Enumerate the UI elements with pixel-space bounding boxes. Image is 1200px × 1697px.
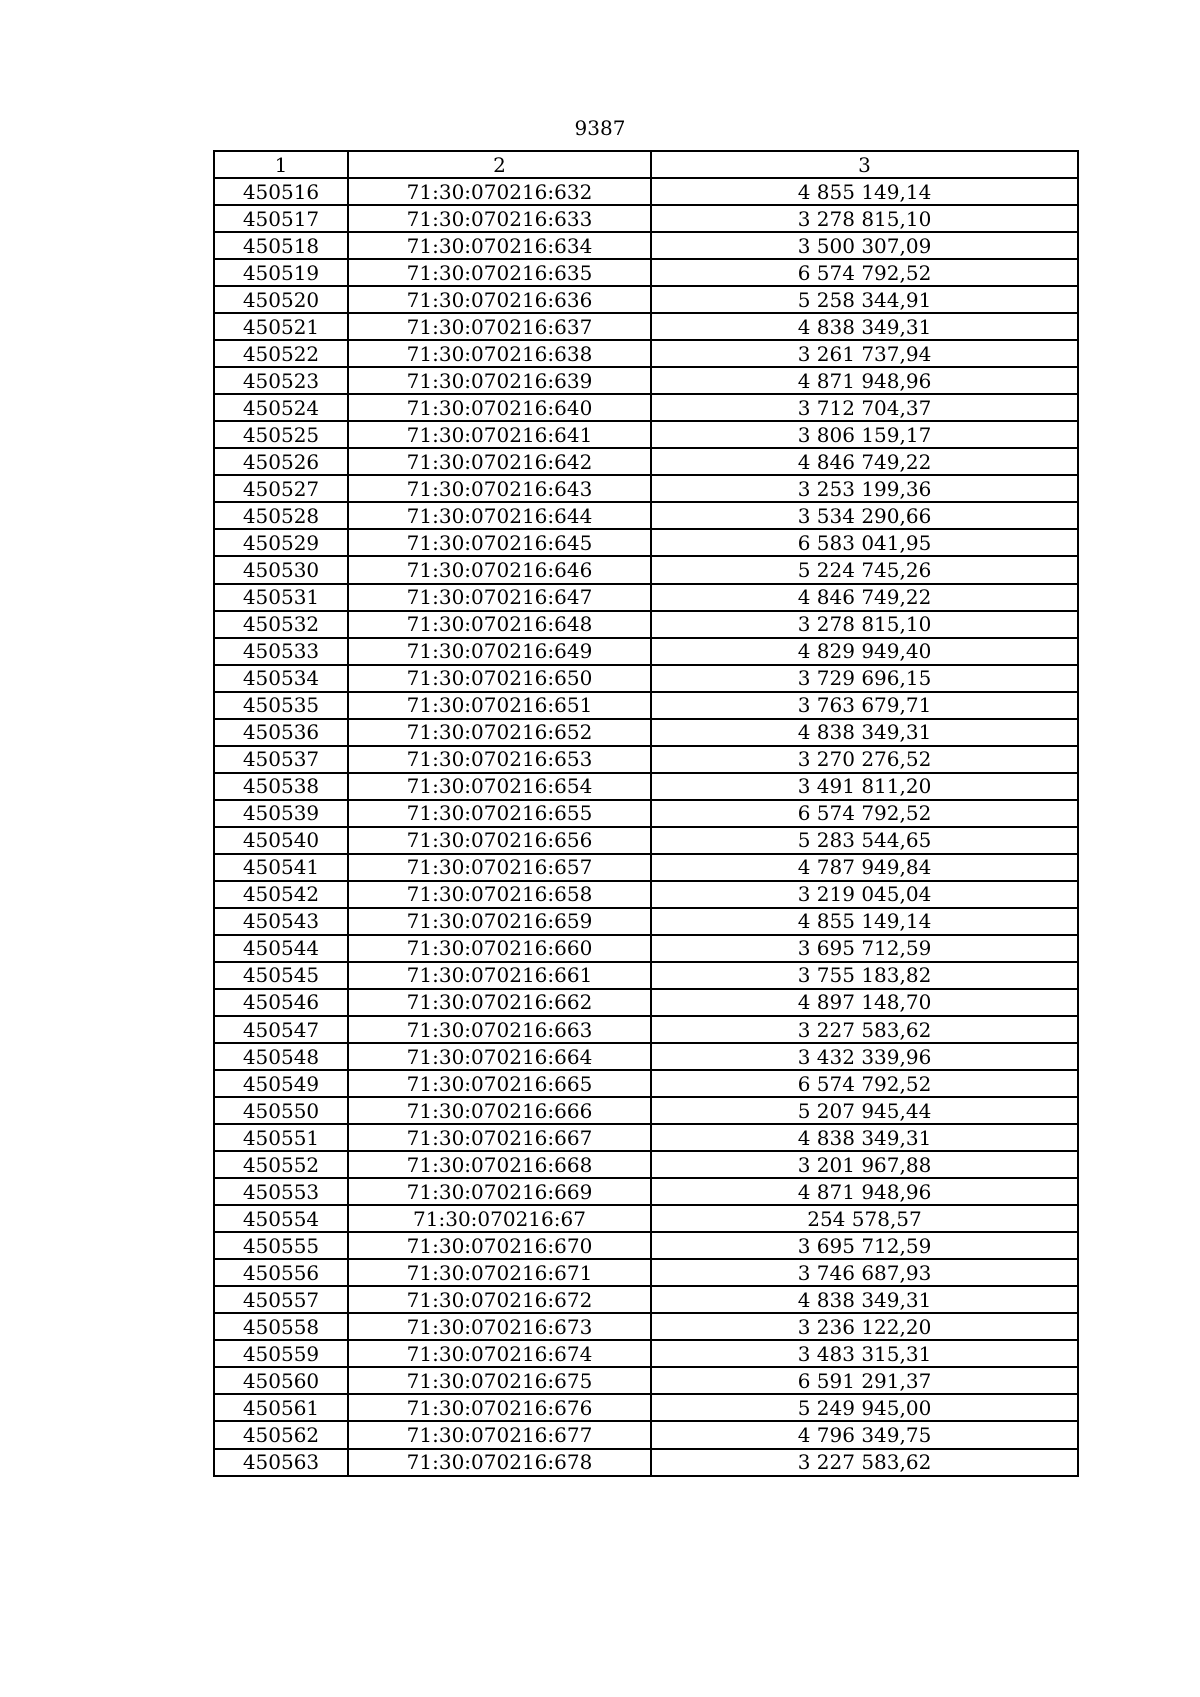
row-number-cell: 450535 <box>214 692 348 719</box>
row-number-cell: 450522 <box>214 340 348 367</box>
value-cell: 6 574 792,52 <box>651 259 1078 286</box>
table-row <box>214 1070 1078 1097</box>
row-number-cell: 450545 <box>214 962 348 989</box>
value-cell: 3 253 199,36 <box>651 475 1078 502</box>
value-cell: 3 432 339,96 <box>651 1043 1078 1070</box>
cadastral-number-cell: 71:30:070216:638 <box>348 340 651 367</box>
value-cell: 3 219 045,04 <box>651 881 1078 908</box>
row-number-cell: 450524 <box>214 394 348 421</box>
cadastral-number-cell: 71:30:070216:648 <box>348 611 651 638</box>
row-number-cell: 450540 <box>214 827 348 854</box>
page-number: 9387 <box>574 116 626 140</box>
table-row <box>214 746 1078 773</box>
row-number-cell: 450530 <box>214 556 348 583</box>
row-number-cell: 450526 <box>214 448 348 475</box>
value-cell: 6 574 792,52 <box>651 800 1078 827</box>
row-number-cell: 450558 <box>214 1313 348 1340</box>
table-row <box>214 394 1078 421</box>
table-row <box>214 719 1078 746</box>
value-cell: 6 574 792,52 <box>651 1070 1078 1097</box>
row-number-cell: 450537 <box>214 746 348 773</box>
row-number-cell: 450536 <box>214 719 348 746</box>
cadastral-number-cell: 71:30:070216:672 <box>348 1286 651 1313</box>
value-cell: 5 249 945,00 <box>651 1394 1078 1421</box>
table-row <box>214 1449 1078 1476</box>
table-row <box>214 611 1078 638</box>
cadastral-number-cell: 71:30:070216:649 <box>348 638 651 665</box>
row-number-cell: 450533 <box>214 638 348 665</box>
cadastral-number-cell: 71:30:070216:654 <box>348 773 651 800</box>
row-number-cell: 450543 <box>214 908 348 935</box>
row-number-cell: 450517 <box>214 205 348 232</box>
table-row <box>214 1367 1078 1394</box>
cadastral-number-cell: 71:30:070216:642 <box>348 448 651 475</box>
table-row <box>214 1340 1078 1367</box>
cadastral-number-cell: 71:30:070216:647 <box>348 584 651 611</box>
cadastral-number-cell: 71:30:070216:645 <box>348 529 651 556</box>
table-row <box>214 313 1078 340</box>
table-row <box>214 1421 1078 1448</box>
table-row <box>214 421 1078 448</box>
row-number-cell: 450561 <box>214 1394 348 1421</box>
cadastral-number-cell: 71:30:070216:653 <box>348 746 651 773</box>
cadastral-number-cell: 71:30:070216:632 <box>348 178 651 205</box>
table-body <box>214 178 1078 1476</box>
value-cell: 3 534 290,66 <box>651 502 1078 529</box>
table-row <box>214 773 1078 800</box>
value-cell: 3 712 704,37 <box>651 394 1078 421</box>
value-cell: 3 201 967,88 <box>651 1151 1078 1178</box>
table-row <box>214 1151 1078 1178</box>
cadastral-number-cell: 71:30:070216:676 <box>348 1394 651 1421</box>
value-cell: 3 695 712,59 <box>651 935 1078 962</box>
value-cell: 3 227 583,62 <box>651 1016 1078 1043</box>
table-row <box>214 962 1078 989</box>
cadastral-number-cell: 71:30:070216:670 <box>348 1232 651 1259</box>
table-row <box>214 475 1078 502</box>
table-row <box>214 232 1078 259</box>
cadastral-number-cell: 71:30:070216:671 <box>348 1259 651 1286</box>
cadastral-number-cell: 71:30:070216:675 <box>348 1367 651 1394</box>
cadastral-number-cell: 71:30:070216:636 <box>348 286 651 313</box>
table-row <box>214 529 1078 556</box>
cadastral-number-cell: 71:30:070216:641 <box>348 421 651 448</box>
cadastral-number-cell: 71:30:070216:637 <box>348 313 651 340</box>
value-cell: 4 796 349,75 <box>651 1421 1078 1448</box>
value-cell: 5 207 945,44 <box>651 1097 1078 1124</box>
table-row <box>214 502 1078 529</box>
value-cell: 5 258 344,91 <box>651 286 1078 313</box>
cadastral-number-cell: 71:30:070216:678 <box>348 1449 651 1476</box>
table-row <box>214 854 1078 881</box>
row-number-cell: 450556 <box>214 1259 348 1286</box>
value-cell: 4 855 149,14 <box>651 908 1078 935</box>
row-number-cell: 450539 <box>214 800 348 827</box>
table-row <box>214 935 1078 962</box>
value-cell: 3 278 815,10 <box>651 611 1078 638</box>
row-number-cell: 450518 <box>214 232 348 259</box>
cadastral-number-cell: 71:30:070216:644 <box>348 502 651 529</box>
value-cell: 4 838 349,31 <box>651 313 1078 340</box>
row-number-cell: 450532 <box>214 611 348 638</box>
cadastral-number-cell: 71:30:070216:674 <box>348 1340 651 1367</box>
table-row <box>214 827 1078 854</box>
row-number-cell: 450553 <box>214 1178 348 1205</box>
value-cell: 254 578,57 <box>651 1205 1078 1232</box>
column-header: 3 <box>651 151 1078 178</box>
row-number-cell: 450550 <box>214 1097 348 1124</box>
cadastral-number-cell: 71:30:070216:656 <box>348 827 651 854</box>
table-row <box>214 340 1078 367</box>
table-row <box>214 692 1078 719</box>
row-number-cell: 450523 <box>214 367 348 394</box>
table-row <box>214 259 1078 286</box>
table-row <box>214 989 1078 1016</box>
row-number-cell: 450521 <box>214 313 348 340</box>
cadastral-number-cell: 71:30:070216:658 <box>348 881 651 908</box>
value-cell: 4 855 149,14 <box>651 178 1078 205</box>
value-cell: 3 236 122,20 <box>651 1313 1078 1340</box>
value-cell: 6 591 291,37 <box>651 1367 1078 1394</box>
value-cell: 3 500 307,09 <box>651 232 1078 259</box>
cadastral-number-cell: 71:30:070216:667 <box>348 1124 651 1151</box>
table-row <box>214 800 1078 827</box>
value-cell: 3 755 183,82 <box>651 962 1078 989</box>
value-cell: 3 483 315,31 <box>651 1340 1078 1367</box>
cadastral-number-cell: 71:30:070216:640 <box>348 394 651 421</box>
table-row <box>214 1394 1078 1421</box>
table-row <box>214 638 1078 665</box>
table-row <box>214 1259 1078 1286</box>
row-number-cell: 450549 <box>214 1070 348 1097</box>
row-number-cell: 450527 <box>214 475 348 502</box>
table-row <box>214 908 1078 935</box>
value-cell: 3 227 583,62 <box>651 1449 1078 1476</box>
table-row <box>214 1313 1078 1340</box>
value-cell: 4 787 949,84 <box>651 854 1078 881</box>
row-number-cell: 450516 <box>214 178 348 205</box>
data-table <box>213 150 1079 1477</box>
row-number-cell: 450554 <box>214 1205 348 1232</box>
table-row <box>214 665 1078 692</box>
table-row <box>214 1178 1078 1205</box>
value-cell: 3 806 159,17 <box>651 421 1078 448</box>
table-header-row <box>214 151 1078 178</box>
cadastral-number-cell: 71:30:070216:669 <box>348 1178 651 1205</box>
cadastral-number-cell: 71:30:070216:677 <box>348 1421 651 1448</box>
cadastral-number-cell: 71:30:070216:663 <box>348 1016 651 1043</box>
table-row <box>214 1232 1078 1259</box>
table-row <box>214 1043 1078 1070</box>
row-number-cell: 450547 <box>214 1016 348 1043</box>
row-number-cell: 450551 <box>214 1124 348 1151</box>
table-row <box>214 178 1078 205</box>
table-row <box>214 1097 1078 1124</box>
cadastral-number-cell: 71:30:070216:662 <box>348 989 651 1016</box>
row-number-cell: 450546 <box>214 989 348 1016</box>
value-cell: 6 583 041,95 <box>651 529 1078 556</box>
table-row <box>214 1205 1078 1232</box>
cadastral-number-cell: 71:30:070216:635 <box>348 259 651 286</box>
row-number-cell: 450541 <box>214 854 348 881</box>
value-cell: 4 838 349,31 <box>651 719 1078 746</box>
column-header: 1 <box>214 151 348 178</box>
column-header: 2 <box>348 151 651 178</box>
table-row <box>214 556 1078 583</box>
cadastral-number-cell: 71:30:070216:646 <box>348 556 651 583</box>
table-row <box>214 584 1078 611</box>
cadastral-number-cell: 71:30:070216:633 <box>348 205 651 232</box>
value-cell: 5 224 745,26 <box>651 556 1078 583</box>
value-cell: 3 695 712,59 <box>651 1232 1078 1259</box>
value-cell: 3 763 679,71 <box>651 692 1078 719</box>
value-cell: 3 746 687,93 <box>651 1259 1078 1286</box>
cadastral-number-cell: 71:30:070216:655 <box>348 800 651 827</box>
row-number-cell: 450557 <box>214 1286 348 1313</box>
table-row <box>214 205 1078 232</box>
row-number-cell: 450520 <box>214 286 348 313</box>
table-row <box>214 448 1078 475</box>
table-row <box>214 1286 1078 1313</box>
cadastral-number-cell: 71:30:070216:657 <box>348 854 651 881</box>
value-cell: 5 283 544,65 <box>651 827 1078 854</box>
value-cell: 4 838 349,31 <box>651 1286 1078 1313</box>
row-number-cell: 450548 <box>214 1043 348 1070</box>
cadastral-number-cell: 71:30:070216:665 <box>348 1070 651 1097</box>
value-cell: 3 261 737,94 <box>651 340 1078 367</box>
value-cell: 4 897 148,70 <box>651 989 1078 1016</box>
table-row <box>214 286 1078 313</box>
value-cell: 3 270 276,52 <box>651 746 1078 773</box>
cadastral-number-cell: 71:30:070216:668 <box>348 1151 651 1178</box>
row-number-cell: 450544 <box>214 935 348 962</box>
row-number-cell: 450528 <box>214 502 348 529</box>
value-cell: 4 846 749,22 <box>651 448 1078 475</box>
cadastral-number-cell: 71:30:070216:634 <box>348 232 651 259</box>
value-cell: 3 278 815,10 <box>651 205 1078 232</box>
row-number-cell: 450542 <box>214 881 348 908</box>
cadastral-number-cell: 71:30:070216:652 <box>348 719 651 746</box>
value-cell: 4 846 749,22 <box>651 584 1078 611</box>
table-row <box>214 1016 1078 1043</box>
cadastral-number-cell: 71:30:070216:659 <box>348 908 651 935</box>
row-number-cell: 450519 <box>214 259 348 286</box>
cadastral-number-cell: 71:30:070216:673 <box>348 1313 651 1340</box>
value-cell: 3 491 811,20 <box>651 773 1078 800</box>
cadastral-number-cell: 71:30:070216:643 <box>348 475 651 502</box>
cadastral-number-cell: 71:30:070216:651 <box>348 692 651 719</box>
cadastral-number-cell: 71:30:070216:650 <box>348 665 651 692</box>
row-number-cell: 450531 <box>214 584 348 611</box>
value-cell: 3 729 696,15 <box>651 665 1078 692</box>
row-number-cell: 450555 <box>214 1232 348 1259</box>
row-number-cell: 450525 <box>214 421 348 448</box>
value-cell: 4 829 949,40 <box>651 638 1078 665</box>
cadastral-number-cell: 71:30:070216:660 <box>348 935 651 962</box>
row-number-cell: 450529 <box>214 529 348 556</box>
value-cell: 4 871 948,96 <box>651 1178 1078 1205</box>
row-number-cell: 450559 <box>214 1340 348 1367</box>
cadastral-number-cell: 71:30:070216:664 <box>348 1043 651 1070</box>
value-cell: 4 838 349,31 <box>651 1124 1078 1151</box>
table-row <box>214 1124 1078 1151</box>
cadastral-number-cell: 71:30:070216:666 <box>348 1097 651 1124</box>
row-number-cell: 450538 <box>214 773 348 800</box>
row-number-cell: 450563 <box>214 1449 348 1476</box>
row-number-cell: 450562 <box>214 1421 348 1448</box>
table-row <box>214 367 1078 394</box>
table-row <box>214 881 1078 908</box>
row-number-cell: 450552 <box>214 1151 348 1178</box>
row-number-cell: 450560 <box>214 1367 348 1394</box>
cadastral-number-cell: 71:30:070216:67 <box>348 1205 651 1232</box>
cadastral-number-cell: 71:30:070216:661 <box>348 962 651 989</box>
cadastral-number-cell: 71:30:070216:639 <box>348 367 651 394</box>
value-cell: 4 871 948,96 <box>651 367 1078 394</box>
row-number-cell: 450534 <box>214 665 348 692</box>
